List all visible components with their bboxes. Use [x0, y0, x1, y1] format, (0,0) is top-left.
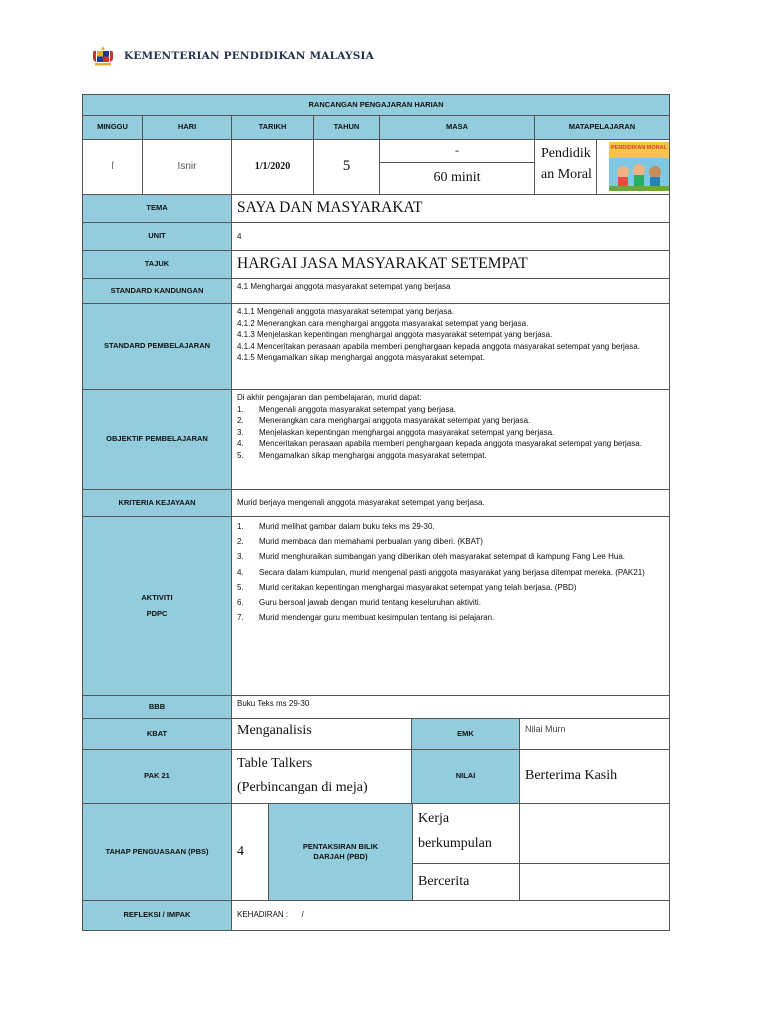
aktiviti-item: 7. Murid mendengar guru membuat kesimpulan tentang isi pelajaran. [237, 613, 495, 623]
refleksi-label: REFLEKSI / IMPAK [82, 900, 232, 931]
aktiviti-item: 1. Murid melihat gambar dalam buku teks ms 29-30. [237, 522, 435, 531]
ministry-header [90, 44, 374, 68]
objektif-item: 4. Menceritakan perasaan apabila memberi penghargaan kepada anggota masyarakat setempat yang berjasa. [237, 439, 642, 449]
tajuk-label: TAJUK [82, 250, 232, 279]
aktiviti-item: 5. Murid ceritakan kepentingan menghargai masyarakat setempat yang telah berjasa. (PBD) [237, 582, 577, 592]
tahap-penguasaan-label: TAHAP PENGUASAAN (PBS) [82, 803, 232, 901]
masa-duration: 60 minit [379, 162, 535, 195]
pbd-item2-blank [519, 863, 670, 901]
sp-item: 4.1.5 Mengamalkan sikap menghargai anggota masyarakat setempat. [237, 353, 485, 363]
sp-item: 4.1.1 Mengenali anggota masyarakat setempat yang berjasa. [237, 307, 455, 316]
kriteria-value: Murid berjaya mengenali anggota masyarakat setempat yang berjasa. [231, 489, 670, 517]
kbat-value: Menganalisis [231, 718, 412, 750]
pak21-label: PAK 21 [82, 749, 232, 804]
emk-value: Nilai Murn [519, 718, 670, 750]
kbat-label: KBAT [82, 718, 232, 750]
standard-pembelajaran-list [231, 303, 670, 390]
standard-kandungan-value: 4.1 Menghargai anggota masyarakat setempat yang berjasa [231, 278, 670, 304]
aktiviti-label-line2: PDPC [146, 609, 168, 618]
sp-item: 4.1.3 Menjelaskan kepentingan menghargai anggota masyarakat setempat yang berjasa. [237, 330, 553, 340]
bbb-value: Buku Teks ms 29-30 [231, 695, 670, 719]
pak21-line2: (Perbincangan di meja) [237, 779, 368, 795]
col-hari: HARI [142, 115, 232, 140]
standard-pembelajaran-label: STANDARD PEMBELAJARAN [82, 303, 232, 390]
aktiviti-item: 2. Murid membaca dan memahami perbualan yang diberi. (KBAT) [237, 537, 483, 547]
minggu-value: ſ [82, 139, 143, 195]
plan-title: RANCANGAN PENGAJARAN HARIAN [82, 94, 670, 116]
tajuk-value: HARGAI JASA MASYARAKAT SETEMPAT [231, 250, 670, 279]
aktiviti-item: 4. Secara dalam kumpulan, murid mengenal pasti anggota masyarakat yang berjasa ditempat mereka. (PAK21) [237, 567, 645, 577]
sp-item: 4.1.2 Menerangkan cara menghargai anggota masyarakat setempat yang berjasa. [237, 318, 529, 328]
subject-line1: Pendidik [541, 146, 591, 161]
aktiviti-item: 3. Murid menghuraikan sumbangan yang diberikan oleh masyarakat setempat di kampung Fang Lee Hua. [237, 552, 625, 562]
tahap-penguasaan-value: 4 [231, 803, 269, 901]
tarikh-value: 1/1/2020 [231, 139, 314, 195]
col-masa: MASA [379, 115, 535, 140]
pbd-label: PENTAKSIRAN BILIK DARJAH (PBD) [268, 803, 413, 901]
subject-line2: an Moral [541, 167, 592, 182]
aktiviti-item: 6. Guru bersoal jawab dengan murid tentang keseluruhan aktiviti. [237, 597, 481, 607]
objektif-intro: Di akhir pengajaran dan pembelajaran, murid dapat: [237, 393, 422, 402]
pbd-item-kerja-berkumpulan: Kerja berkumpulan [412, 803, 520, 864]
sp-item: 4.1.4 Menceritakan perasaan apabila memberi penghargaan kepada anggota masyarakat setempat yang berjasa. [237, 341, 640, 351]
col-tahun: TAHUN [313, 115, 380, 140]
coat-of-arms-icon [90, 45, 116, 67]
pak21-value [231, 749, 412, 804]
objektif-label: OBJEKTIF PEMBELAJARAN [82, 389, 232, 490]
aktiviti-label-line1: AKTIVITI [141, 592, 173, 602]
nilai-label: NILAI [411, 749, 520, 804]
col-matapelajaran: MATAPELAJARAN [534, 115, 670, 140]
lesson-plan-table [82, 94, 670, 931]
nilai-value: Berterima Kasih [519, 749, 670, 804]
standard-kandungan-label: STANDARD KANDUNGAN [82, 278, 232, 304]
hari-value: Isnir [142, 139, 232, 195]
masa-start: - [379, 139, 535, 163]
objektif-item: 2. Menerangkan cara menghargai anggota masyarakat setempat yang berjasa. [237, 416, 531, 426]
tema-label: TEMA [82, 194, 232, 223]
col-tarikh: TARIKH [231, 115, 314, 140]
unit-value: 4 [231, 222, 670, 251]
bbb-label: BBB [82, 695, 232, 719]
textbook-cover-image [609, 142, 669, 191]
pak21-line1: Table Talkers [237, 756, 313, 771]
refleksi-value: KEHADIRAN : / [231, 900, 670, 931]
emk-label: EMK [411, 718, 520, 750]
objektif-item: 5. Mengamalkan sikap menghargai anggota masyarakat setempat. [237, 450, 487, 460]
tema-value: SAYA DAN MASYARAKAT [231, 194, 670, 223]
tahun-value: 5 [313, 139, 380, 195]
objektif-item: 1. Mengenali anggota masyarakat setempat yang berjasa. [237, 404, 457, 414]
kriteria-label: KRITERIA KEJAYAAN [82, 489, 232, 517]
objektif-list [231, 389, 670, 490]
objektif-item: 3. Menjelaskan kepentingan menghargai anggota masyarakat setempat yang berjasa. [237, 427, 555, 437]
pbd-item1-blank [519, 803, 670, 864]
ministry-name: KEMENTERIAN PENDIDIKAN MALAYSIA [124, 50, 374, 62]
book-cover-title: PENDIDIKAN MORAL [611, 145, 667, 151]
col-minggu: MINGGU [82, 115, 143, 140]
pbd-item-bercerita: Bercerita [412, 863, 520, 901]
aktiviti-list [231, 516, 670, 696]
aktiviti-label [82, 516, 232, 696]
unit-label: UNIT [82, 222, 232, 251]
